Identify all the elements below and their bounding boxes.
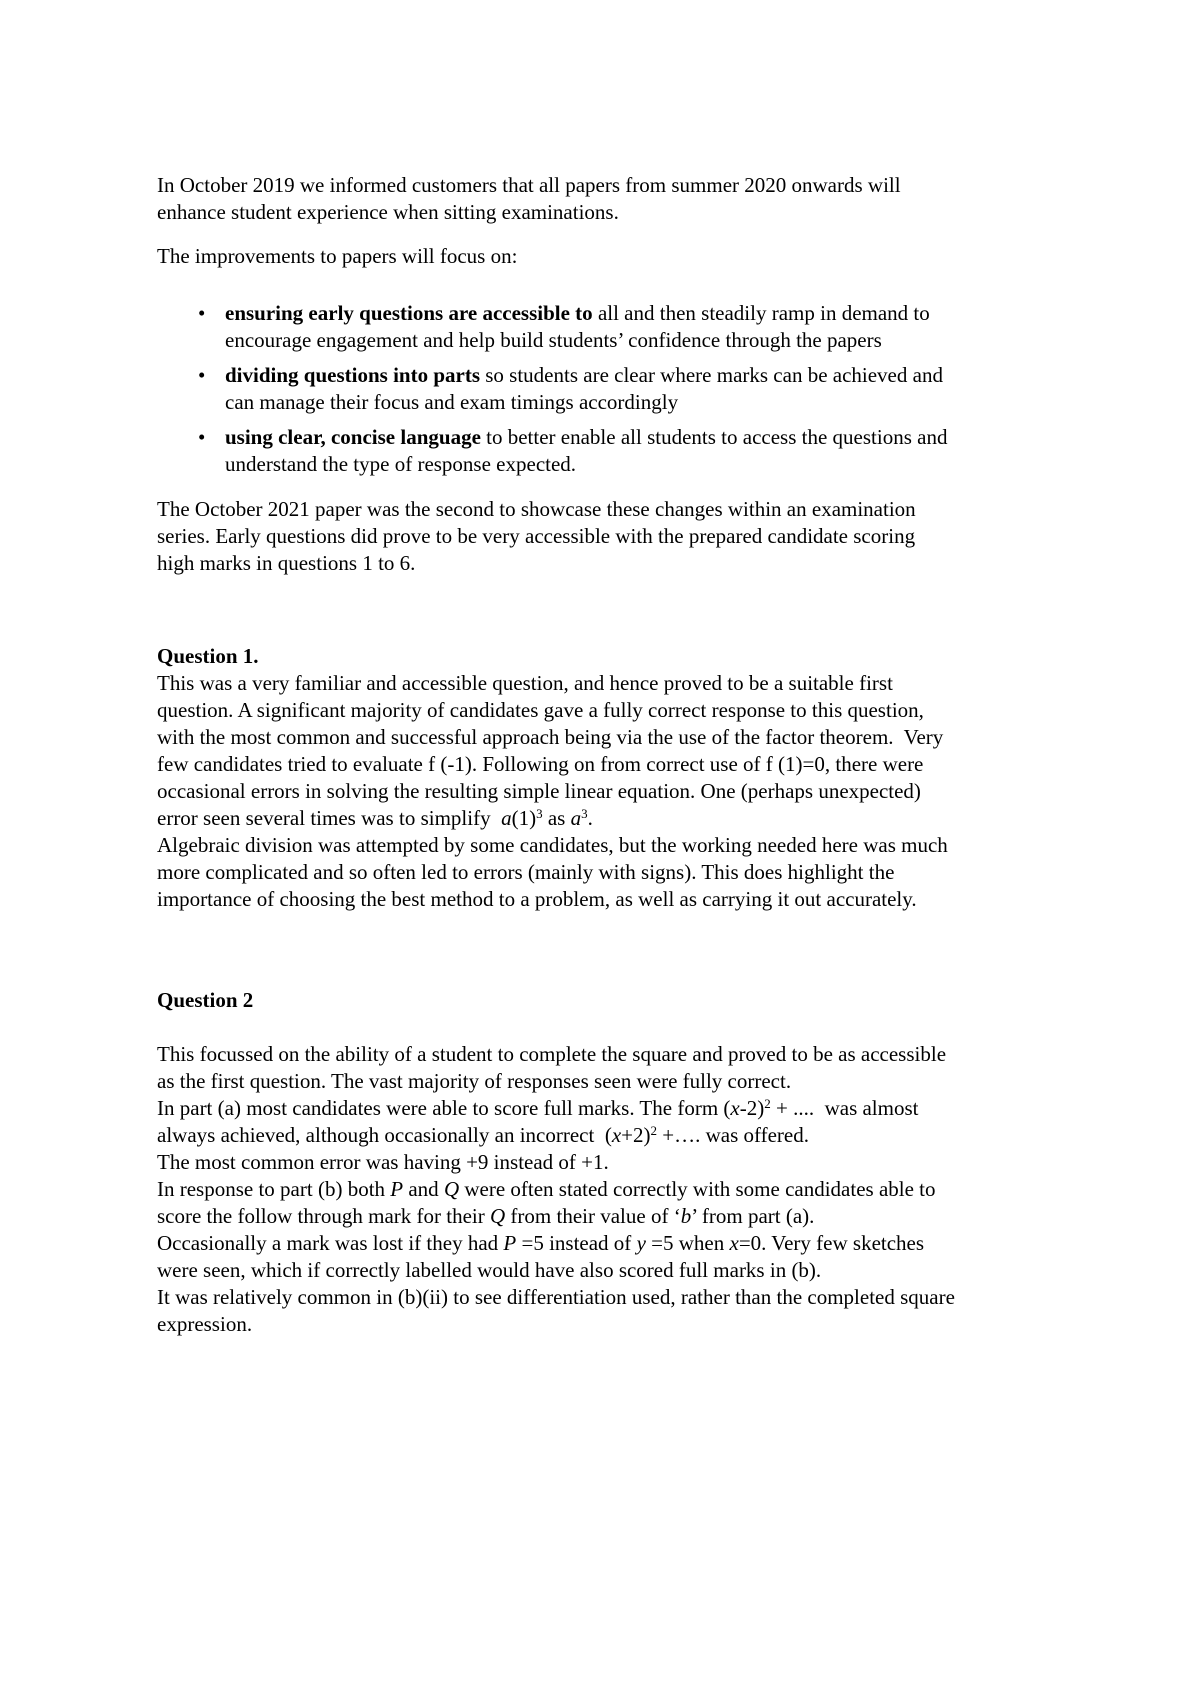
october-2021-paragraph: The October 2021 paper was the second to showcase these changes within an examination series. Early questions did prove to be very accessible with the prepared candidate scoring high marks in questions 1 to 6. bbox=[157, 497, 916, 575]
bullet-text: dividing questions into parts so students are clear where marks can be achieved and can manage their focus and exam timings accordingly bbox=[225, 363, 943, 414]
improvements-lead-line: The improvements to papers will focus on: bbox=[157, 244, 518, 268]
question-2-heading: Question 2 bbox=[157, 988, 254, 1012]
question-2-paragraph-1: This focussed on the ability of a student to complete the square and proved to be as accessible as the first question. The vast majority of responses seen were fully correct. bbox=[157, 1042, 947, 1093]
bullet-item-clear-language bbox=[157, 424, 955, 478]
bullet-item-accessible-questions bbox=[157, 300, 955, 354]
question-1-heading: Question 1. bbox=[157, 644, 259, 668]
question-2-paragraph-3: The most common error was having +9 instead of +1. bbox=[157, 1150, 609, 1174]
bullet-item-dividing-questions bbox=[157, 362, 955, 416]
question-2-paragraph-6: It was relatively common in (b)(ii) to see differentiation used, rather than the completed square expression. bbox=[157, 1285, 955, 1336]
bullet-icon: • bbox=[198, 363, 206, 387]
intro-paragraph: In October 2019 we informed customers that all papers from summer 2020 onwards will enhance student experience when sitting examinations. bbox=[157, 173, 901, 224]
improvements-bullet-list bbox=[157, 300, 955, 478]
question-2-paragraph-4: In response to part (b) both P and Q were often stated correctly with some candidates able to score the follow through mark for their Q from their value of ‘b’ from part (a). bbox=[157, 1177, 936, 1228]
question-1-paragraph-1: This was a very familiar and accessible question, and hence proved to be a suitable first question. A significant majority of candidates gave a fully correct response to this question, with the most common and successful approach being via the use of the factor theorem. Very few candidates tried to evaluate f (-1). Following on from correct use of f (1)=0, there were occasional errors in solving the resulting simple linear equation. One (perhaps unexpected) error seen several times was to simplify $a(1)^3$ as $a^3$. bbox=[157, 671, 944, 830]
bullet-icon: • bbox=[198, 301, 206, 325]
bullet-text: using clear, concise language to better enable all students to access the questions and understand the type of response expected. bbox=[225, 425, 948, 476]
question-2-paragraph-2: In part (a) most candidates were able to score full marks. The form $(x-2)^2$ + .... was almost always achieved, although occasionally an incorrect $(x+2)^2$ +…. was offered. bbox=[157, 1096, 919, 1147]
question-2-paragraph-5: Occasionally a mark was lost if they had P =5 instead of y =5 when x=0. Very few sketches were seen, which if correctly labelled would have also scored full marks in (b). bbox=[157, 1231, 925, 1282]
document-content bbox=[157, 0, 955, 1338]
question-1-paragraph-2: Algebraic division was attempted by some candidates, but the working needed here was much more complicated and so often led to errors (mainly with signs). This does highlight the importance of choosing the best method to a problem, as well as carrying it out accurately. bbox=[157, 833, 948, 911]
bullet-text: ensuring early questions are accessible to all and then steadily ramp in demand to encourage engagement and help build students’ confidence through the papers bbox=[225, 301, 930, 352]
bullet-icon: • bbox=[198, 425, 206, 449]
